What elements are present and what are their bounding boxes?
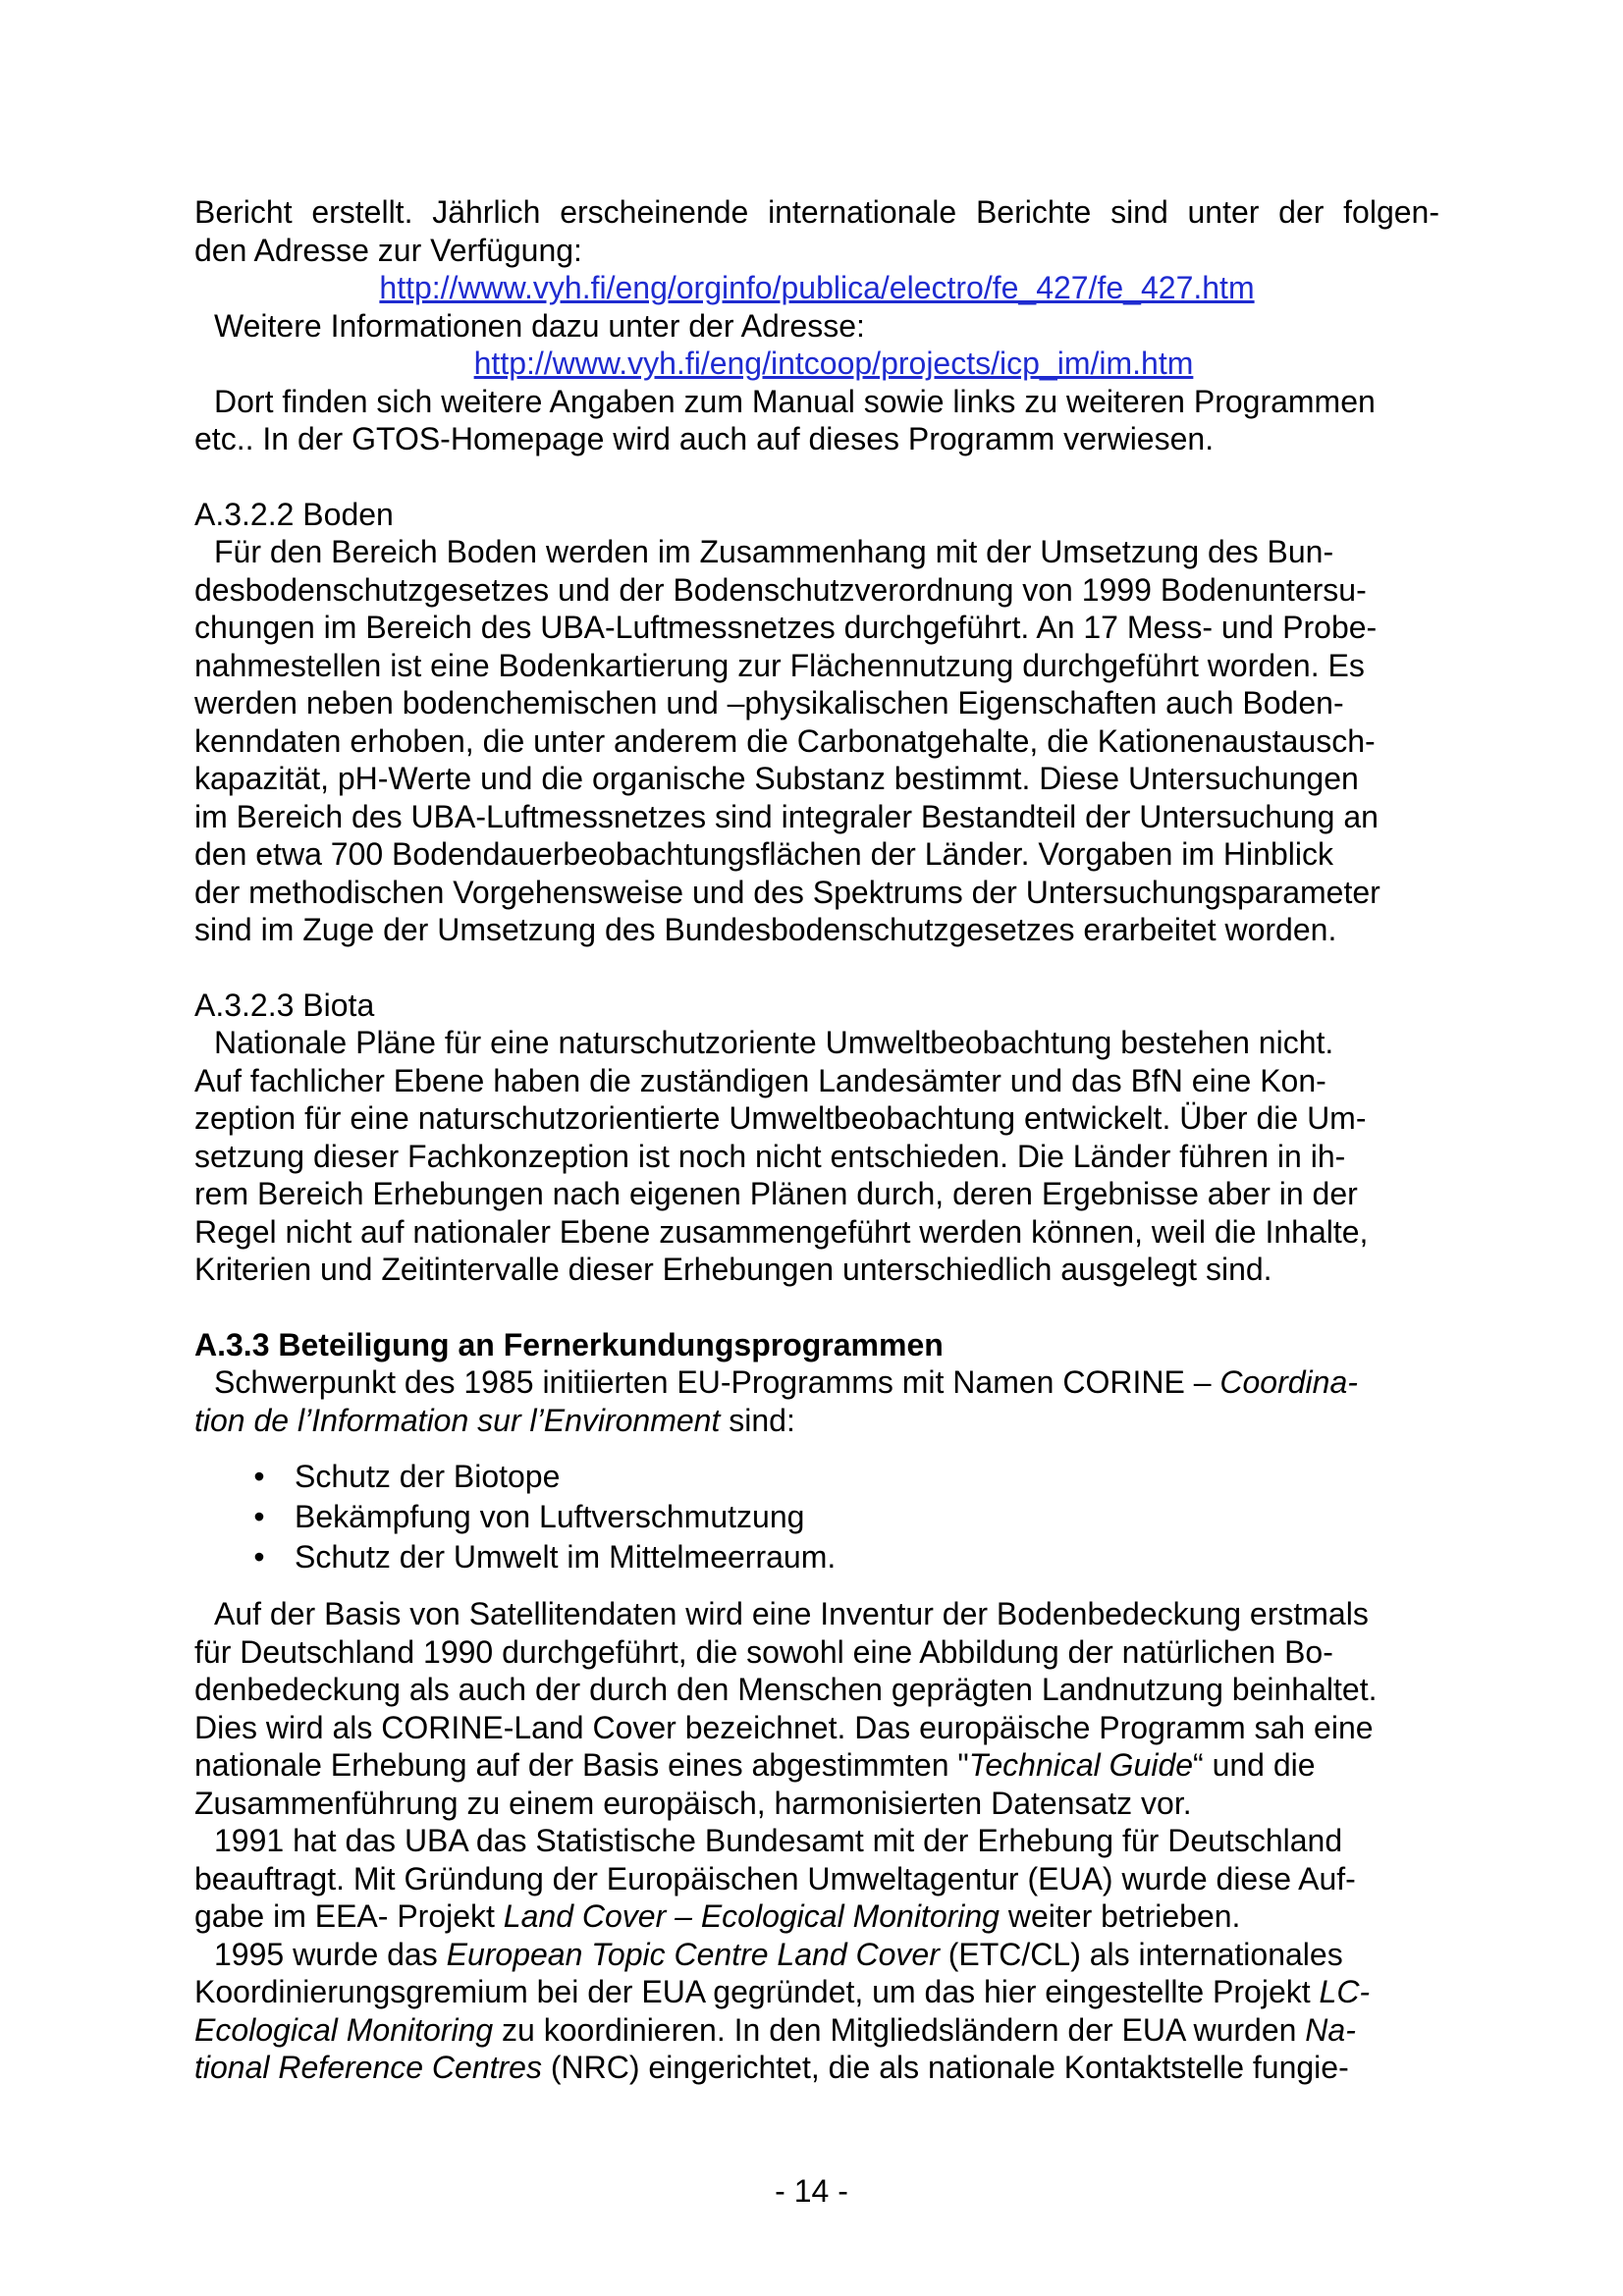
etc-italic-text: European Topic Centre Land Cover — [446, 1936, 940, 1972]
intro-text: sind: — [720, 1402, 795, 1438]
biota-line: setzung dieser Fachkonzeption ist noch nicht entschieden. Die Länder führen in ih- — [194, 1138, 1346, 1174]
boden-line: chungen im Bereich des UBA-Luftmessnetzes durchgeführt. An 17 Mess- und Probe- — [194, 610, 1378, 645]
etc-line — [194, 2049, 1439, 2087]
fernerkundung-intro-line-1 — [194, 1363, 1439, 1402]
closing-line-2: etc.. In der GTOS-Homepage wird auch auf dieses Programm verwiesen. — [194, 421, 1215, 456]
bullet-icon: • — [253, 1499, 265, 1534]
biota-line: Auf fachlicher Ebene haben die zuständigen Landesämter und das BfN eine Kon- — [194, 1062, 1326, 1098]
list-item-text: Schutz der Biotope — [295, 1459, 561, 1494]
page-content — [194, 193, 1439, 2087]
corine-line: Auf der Basis von Satellitendaten wird eine Inventur der Bodenbedeckung erstmals — [214, 1596, 1369, 1631]
project-link[interactable]: http://www.vyh.fi/eng/intcoop/projects/icp_im/im.htm — [473, 346, 1194, 381]
spacer — [194, 949, 1439, 987]
link-1-row — [194, 269, 1439, 307]
closing-line-1: Dort finden sich weitere Angaben zum Manual sowie links zu weiteren Programmen — [214, 383, 1376, 419]
biota-line: rem Bereich Erhebungen nach eigenen Plänen durch, deren Ergebnisse aber in der — [194, 1176, 1358, 1211]
list-item — [194, 1537, 1439, 1577]
etc-text: zu koordinieren. In den Mitgliedsländern der EUA wurden — [493, 2011, 1306, 2048]
boden-line: kapazität, pH-Werte und die organische Substanz bestimmt. Diese Untersuchungen — [194, 761, 1359, 796]
intro-paragraph — [194, 193, 1439, 269]
intro-line-2: den Adresse zur Verfügung: — [194, 232, 582, 268]
uba-line: 1991 hat das UBA das Statistische Bundesamt mit der Erhebung für Deutschland — [214, 1823, 1343, 1858]
etc-text: (ETC/CL) als internationales — [939, 1936, 1343, 1972]
biota-line: Kriterien und Zeitintervalle dieser Erhebungen unterschiedlich ausgelegt sind. — [194, 1252, 1272, 1287]
fernerkundung-intro-line-2 — [194, 1402, 1439, 1440]
boden-line: der methodischen Vorgehensweise und des Spektrums der Untersuchungsparameter — [194, 874, 1380, 910]
boden-paragraph — [194, 533, 1439, 949]
bullet-icon: • — [253, 1459, 265, 1494]
etc-text: (NRC) eingerichtet, die als nationale Kontaktstelle fungie- — [541, 2050, 1349, 2085]
etc-italic-text: Na- — [1305, 2011, 1356, 2048]
report-link[interactable]: http://www.vyh.fi/eng/orginfo/publica/electro/fe_427/fe_427.htm — [379, 270, 1255, 305]
uba-text: gabe im EEA- Projekt — [194, 1898, 504, 1934]
spacer — [194, 1289, 1439, 1326]
uba-line — [194, 1897, 1439, 1936]
boden-line: kenndaten erhoben, die unter anderem die Carbonatgehalte, die Kationenaustausch- — [194, 722, 1376, 759]
corine-line: Dies wird als CORINE-Land Cover bezeichnet. Das europäische Programm sah eine — [194, 1709, 1374, 1745]
etc-italic-text: Ecological Monitoring — [194, 2011, 494, 2048]
more-info-text: Weitere Informationen dazu unter der Adresse: — [214, 307, 865, 344]
intro-closing-paragraph — [194, 383, 1439, 458]
uba-italic-text: Land Cover – Ecological Monitoring — [503, 1898, 1000, 1934]
etc-text: 1995 wurde das — [214, 1936, 447, 1972]
corine-text: nationale Erhebung auf der Basis eines abgestimmten " — [194, 1747, 969, 1783]
biota-line: Regel nicht auf nationaler Ebene zusammengeführt werden können, weil die Inhalte, — [194, 1213, 1369, 1250]
list-item — [194, 1457, 1439, 1497]
boden-line: im Bereich des UBA-Luftmessnetzes sind integraler Bestandteil der Untersuchung an — [194, 798, 1379, 834]
boden-line: Für den Bereich Boden werden im Zusammenhang mit der Umsetzung des Bun- — [214, 534, 1334, 569]
goals-list — [194, 1457, 1439, 1577]
fernerkundung-intro-paragraph — [194, 1363, 1439, 1439]
corine-line: für Deutschland 1990 durchgeführt, die sowohl eine Abbildung der natürlichen Bo- — [194, 1633, 1333, 1670]
corine-italic-text: Technical Guide — [968, 1747, 1194, 1783]
section-heading-fernerkundung: A.3.3 Beteiligung an Fernerkundungsprogrammen — [194, 1326, 944, 1362]
biota-line: zeption für eine naturschutzorientierte Umweltbeobachtung entwickelt. Über die Um- — [194, 1100, 1367, 1136]
corine-text: “ und die — [1193, 1747, 1316, 1783]
etc-text: Koordinierungsgremium bei der EUA gegründet, um das hier eingestellte Projekt — [194, 1974, 1320, 2009]
uba-line: beauftragt. Mit Gründung der Europäischen Umweltagentur (EUA) wurde diese Auf- — [194, 1860, 1356, 1896]
boden-line: werden neben bodenchemischen und –physikalischen Eigenschaften auch Boden- — [194, 685, 1344, 721]
etc-paragraph — [194, 1936, 1439, 2087]
intro-text: Schwerpunkt des 1985 initiierten EU-Programms mit Namen CORINE – — [214, 1364, 1220, 1400]
section-heading-boden: A.3.2.2 Boden — [194, 496, 394, 532]
corine-line: Zusammenführung zu einem europäisch, harmonisierten Datensatz vor. — [194, 1785, 1192, 1821]
corine-line: denbedeckung als auch der durch den Menschen geprägten Landnutzung beinhaltet. — [194, 1672, 1378, 1707]
page-number: - 14 - — [775, 2173, 848, 2209]
link-2-row — [194, 345, 1439, 383]
intro-line-1: Bericht erstellt. Jährlich erscheinende internationale Berichte sind unter der folgen- — [194, 194, 1439, 230]
uba-paragraph — [194, 1822, 1439, 1936]
boden-line: desbodenschutzgesetzes und der Bodenschutzverordnung von 1999 Bodenuntersu- — [194, 571, 1367, 608]
corine-paragraph — [194, 1595, 1439, 1822]
list-item-text: Schutz der Umwelt im Mittelmeerraum. — [295, 1539, 837, 1575]
spacer — [194, 1439, 1439, 1457]
biota-line: Nationale Pläne für eine naturschutzoriente Umweltbeobachtung bestehen nicht. — [214, 1025, 1334, 1060]
uba-text: weiter betrieben. — [999, 1898, 1241, 1934]
list-item — [194, 1497, 1439, 1537]
etc-line — [194, 1973, 1439, 2011]
etc-line — [194, 1936, 1439, 1974]
boden-line: sind im Zuge der Umsetzung des Bundesbodenschutzgesetzes erarbeitet worden. — [194, 912, 1337, 947]
boden-line: den etwa 700 Bodendauerbeobachtungsflächen der Länder. Vorgaben im Hinblick — [194, 836, 1333, 872]
spacer — [194, 1577, 1439, 1595]
biota-paragraph — [194, 1024, 1439, 1289]
intro-italic-text: tion de l’Information sur l’Environment — [194, 1402, 721, 1438]
spacer — [194, 458, 1439, 496]
etc-italic-text: tional Reference Centres — [194, 2050, 542, 2085]
corine-line — [194, 1746, 1439, 1785]
etc-line — [194, 2011, 1439, 2050]
list-item-text: Bekämpfung von Luftverschmutzung — [295, 1499, 805, 1534]
boden-line: nahmestellen ist eine Bodenkartierung zur Flächennutzung durchgeführt worden. Es — [194, 647, 1365, 683]
intro-italic-text: Coordina- — [1219, 1364, 1358, 1400]
section-heading-biota: A.3.2.3 Biota — [194, 987, 375, 1023]
etc-italic-text: LC- — [1319, 1974, 1371, 2009]
bullet-icon: • — [253, 1539, 265, 1575]
